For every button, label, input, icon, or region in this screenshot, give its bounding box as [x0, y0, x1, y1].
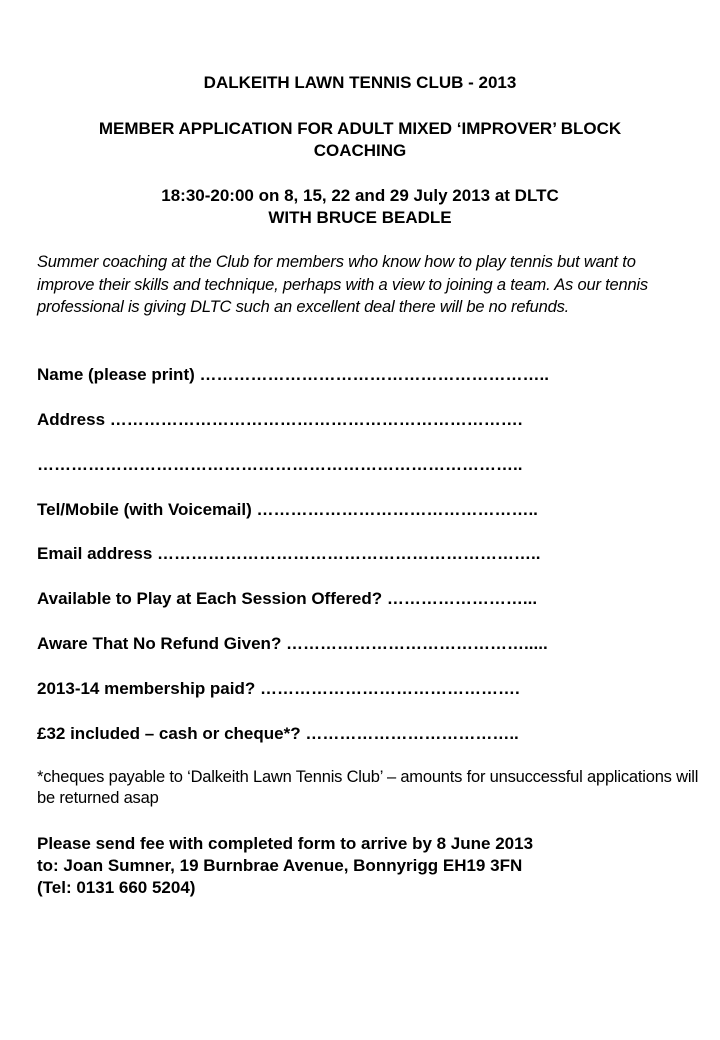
form-title-line1: MEMBER APPLICATION FOR ADULT MIXED ‘IMPROVER’ BLOCK	[98, 119, 622, 138]
email-field[interactable]: Email address …………………………………………………………..	[37, 544, 541, 563]
tel-mobile-field[interactable]: Tel/Mobile (with Voicemail) …………………………………………..	[37, 500, 538, 519]
refund-awareness-field[interactable]: Aware That No Refund Given? …………………………………….....	[37, 634, 548, 653]
cheque-note: *cheques payable to ‘Dalkeith Lawn Tennis Club’ – amounts for unsuccessful applications will be returned asap	[37, 768, 699, 807]
postal-instructions	[37, 833, 697, 899]
fee-payment-field[interactable]: £32 included – cash or cheque*? ………………………………..	[37, 724, 519, 743]
name-field[interactable]: Name (please print) ……………………………………………………..	[37, 365, 549, 384]
availability-field[interactable]: Available to Play at Each Session Offered? ……………………...	[37, 589, 538, 608]
form-title-line2: COACHING	[313, 141, 407, 160]
telephone-line: (Tel: 0131 660 5204)	[37, 878, 196, 897]
send-fee-line: Please send fee with completed form to arrive by 8 June 2013	[37, 834, 534, 853]
membership-paid-field[interactable]: 2013-14 membership paid? ……………………………………….	[37, 679, 520, 698]
address-continuation-field[interactable]: …………………………………………………………………………..	[37, 455, 523, 474]
schedule-line: 18:30-20:00 on 8, 15, 22 and 29 July 2013 at DLTC	[161, 186, 559, 205]
address-line: to: Joan Sumner, 19 Burnbrae Avenue, Bonnyrigg EH19 3FN	[37, 856, 523, 875]
coach-line: WITH BRUCE BEADLE	[268, 208, 452, 227]
intro-paragraph: Summer coaching at the Club for members who know how to play tennis but want to improve their skills and technique, perhaps with a view to joining a team. As our tennis professional is giving DLTC such an excellent deal there will be no refunds.	[37, 253, 648, 316]
address-field[interactable]: Address ……………………………………………………………….	[37, 410, 523, 429]
club-title: DALKEITH LAWN TENNIS CLUB - 2013	[203, 73, 517, 92]
